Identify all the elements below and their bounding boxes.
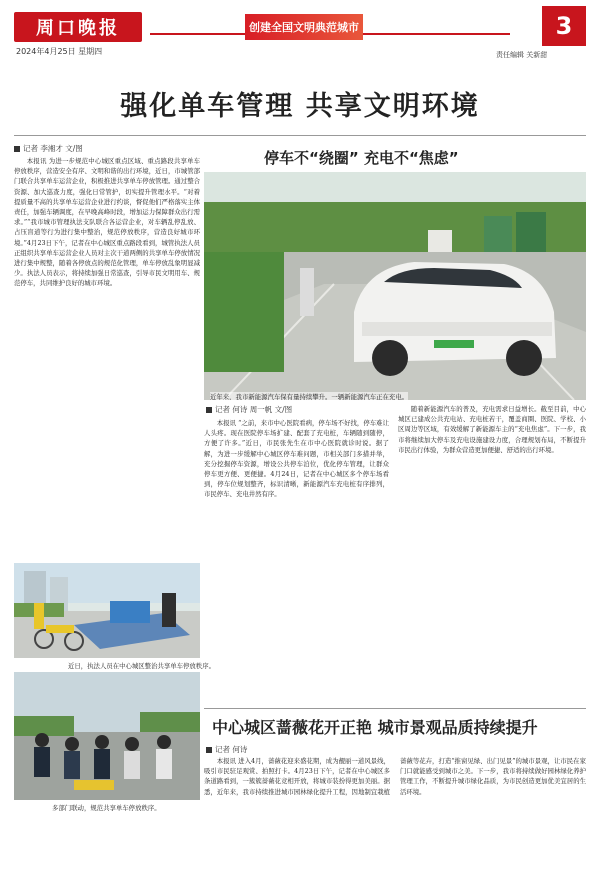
article2-text-b: 随着新能源汽车的普及，充电需求日益增长。截至目前，中心城区已建成公共充电站、充电桩若干，覆盖商圈、医院、学校、小区周边等区域，有效缓解了新能源车主的“充电焦虑”。下一步，我市将继续加大停车及充电设施建设力度，合理规划布局，不断提升市民出行体验，为群众营造更加便捷、舒适的出行环境。 xyxy=(398,405,586,454)
article3-byline-text: 记者 何诗 xyxy=(215,745,248,754)
byline-marker-icon xyxy=(206,407,212,413)
article1-byline xyxy=(14,143,83,154)
photo-caption-3: 多部门联动，规范共享单车停放秩序。 xyxy=(52,804,161,812)
photo-ev-charging xyxy=(204,172,586,400)
photo-caption-1: 近年来，我市新能源汽车保有量持续攀升。一辆新能源汽车正在充电。 xyxy=(210,393,409,400)
article2-body-right xyxy=(398,404,586,708)
article1-byline-text: 记者 李湘才 文/图 xyxy=(23,144,83,153)
page-number: 3 xyxy=(542,6,586,46)
article3-rule xyxy=(204,708,586,709)
headline-rule xyxy=(14,135,586,136)
article2-body-left xyxy=(204,418,389,708)
article2-title: 停车不“绕圈” 充电不“焦虑” xyxy=(264,149,459,167)
page-headline: 强化单车管理 共享文明环境 xyxy=(120,91,480,122)
article2-byline xyxy=(206,404,292,415)
article3-title: 中心城区蔷薇花开正艳 城市景观品质持续提升 xyxy=(212,718,538,737)
article2-text-a: 本报讯 “之前，来市中心医院看病，停车场不好找，停车难让人头疼。现在医院停车场扩建、配套了充电桩，车辆随到随停，方便了许多。”近日，市民张先生在市中心医院就诊时说。据了解，为进一步缓解中心城区停车难问题，市相关部门多措并举，充分挖掘停车资源，增设公共停车泊位，优化停车管理，让群众停车更方便、更便捷。4月24日，记者在中心城区多个停车场看到，停车位规划整齐，标识清晰，新能源汽车充电桩有序排列，市民停车、充电井然有序。 xyxy=(204,419,389,499)
masthead xyxy=(0,0,600,62)
newspaper-logo: 周口晚报 xyxy=(14,12,142,42)
article2-byline-text: 记者 何诗 周一帆 文/图 xyxy=(215,405,293,414)
issue-date: 2024年4月25日 星期四 xyxy=(16,47,103,56)
article3-body xyxy=(204,756,586,882)
article1-text: 本报讯 为进一步规范中心城区重点区域、重点路段共享单车停放秩序，营造安全有序、文明和谐的出行环境，近日，市城管部门联合共享单车运营企业，积极推进共享单车停放管理。通过整合资源、加大巡查力度，强化日常管护，切实提升管理水平。“对着提质量不高的共享单车运营企业进行约谈，督促他们严格落实主体责任，加强车辆调度，在早晚高峰时段，增加运力保障群众出行需求。”“我市城市管理执法支队联合各运营企业，对车辆乱停乱放、占压盲道等行为进行集中整治，规范停放秩序，营造良好城市环境。”4月23日下午，记者在中心城区重点路段看到，城管执法人员正组织共享单车运营企业人员对主次干道两侧的共享单车停放情况进行集中规整，随着各停放点的规范化管理，单车停放乱象明显减少。执法人员表示，将持续加强日常巡查，引导市民文明用车、规范停车，共同维护良好的城市环境。 xyxy=(14,157,200,288)
article1-body xyxy=(14,156,200,556)
byline-marker-icon xyxy=(14,146,20,152)
editor-credit: 责任编辑 关新甜 xyxy=(496,51,548,59)
campaign-banner: 创建全国文明典范城市 xyxy=(245,14,363,40)
article3-byline xyxy=(206,744,247,755)
photo-shared-bikes xyxy=(14,563,200,658)
byline-marker-icon xyxy=(206,747,212,753)
article3-text: 本报讯 进入4月，蔷薇花迎来盛花期，成为靓丽一道风景线，吸引市民驻足观赏、拍照打卡。4月23日下午，记者在中心城区多条道路看到，一簇簇蔷薇花竞相开放，将城市装扮得更加美丽。据悉，近年来，我市持续推进城市园林绿化提升工程，因地制宜栽植蔷薇等花卉，打造“推窗见绿、出门见景”的城市景观，让市民在家门口就能感受到城市之美。下一步，我市将持续做好园林绿化养护管理工作，不断提升城市绿化品质，为市民创造更加优美宜居的生活环境。 xyxy=(204,757,586,796)
photo-officials xyxy=(14,672,200,800)
photo-caption-2: 近日，执法人员在中心城区整治共享单车停放秩序。 xyxy=(68,662,215,670)
